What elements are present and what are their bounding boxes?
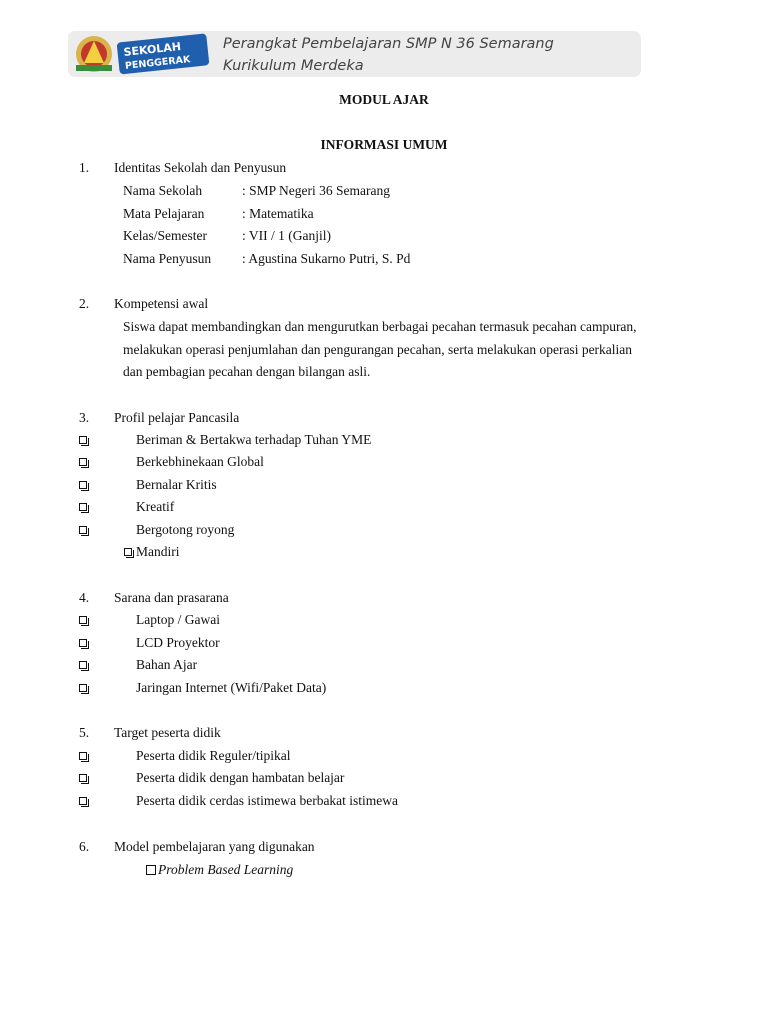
sekolah-penggerak-logo bbox=[72, 33, 212, 75]
target-item: Peserta didik dengan hambatan belajar bbox=[136, 770, 345, 785]
checkbox-icon bbox=[79, 481, 87, 489]
section-2-number: 2. bbox=[79, 296, 90, 311]
section-1-number: 1. bbox=[79, 160, 90, 175]
identity-label: Mata Pelajaran bbox=[123, 206, 205, 221]
checkbox-icon bbox=[79, 661, 87, 669]
svg-text:PENGGERAK: PENGGERAK bbox=[124, 54, 191, 72]
checkbox-icon bbox=[79, 684, 87, 692]
checkbox-icon bbox=[79, 797, 87, 805]
profile-item: Beriman & Bertakwa terhadap Tuhan YME bbox=[136, 432, 372, 447]
section-1-heading: Identitas Sekolah dan Penyusun bbox=[114, 160, 287, 175]
section-5-number: 5. bbox=[79, 725, 90, 740]
empty-checkbox-icon bbox=[146, 865, 156, 875]
section-2-heading: Kompetensi awal bbox=[114, 296, 209, 311]
section-6-number: 6. bbox=[79, 839, 90, 854]
identity-label: Nama Penyusun bbox=[123, 251, 212, 266]
checkbox-icon bbox=[79, 526, 87, 534]
model-item: Problem Based Learning bbox=[158, 862, 294, 877]
target-item: Peserta didik Reguler/tipikal bbox=[136, 748, 291, 763]
competency-line: dan pembagian pecahan dengan bilangan asli. bbox=[123, 364, 371, 379]
document-header bbox=[68, 31, 641, 77]
competency-line: Siswa dapat membandingkan dan mengurutkan berbagai pecahan termasuk pecahan campuran, bbox=[123, 319, 637, 334]
identity-value: : VII / 1 (Ganjil) bbox=[242, 228, 331, 243]
checkbox-icon bbox=[79, 503, 87, 511]
profile-item: Kreatif bbox=[136, 499, 175, 514]
section-3-heading: Profil pelajar Pancasila bbox=[114, 410, 240, 425]
identity-label: Nama Sekolah bbox=[123, 183, 203, 198]
checkbox-icon bbox=[79, 458, 87, 466]
checkbox-icon bbox=[79, 639, 87, 647]
profile-item: Bergotong royong bbox=[136, 522, 235, 537]
facility-item: Bahan Ajar bbox=[136, 657, 198, 672]
section-6-heading: Model pembelajaran yang digunakan bbox=[114, 839, 315, 854]
section-5-heading: Target peserta didik bbox=[114, 725, 221, 740]
checkbox-icon bbox=[79, 436, 87, 444]
header-text bbox=[223, 33, 554, 77]
header-line-1: Perangkat Pembelajaran SMP N 36 Semarang bbox=[223, 36, 554, 52]
identity-value: : SMP Negeri 36 Semarang bbox=[242, 183, 390, 198]
checkbox-icon bbox=[79, 774, 87, 782]
target-item: Peserta didik cerdas istimewa berbakat istimewa bbox=[136, 793, 399, 808]
profile-item: Bernalar Kritis bbox=[136, 477, 217, 492]
svg-text:SEKOLAH: SEKOLAH bbox=[122, 40, 182, 59]
checkbox-icon bbox=[79, 616, 87, 624]
section-4-number: 4. bbox=[79, 590, 90, 605]
section-3-number: 3. bbox=[79, 410, 90, 425]
checkbox-icon bbox=[79, 752, 87, 760]
identity-value: : Agustina Sukarno Putri, S. Pd bbox=[242, 251, 411, 266]
profile-item: Mandiri bbox=[136, 544, 180, 559]
header-line-2: Kurikulum Merdeka bbox=[223, 58, 364, 74]
identity-label: Kelas/Semester bbox=[123, 228, 207, 243]
identity-value: : Matematika bbox=[242, 206, 314, 221]
facility-item: Jaringan Internet (Wifi/Paket Data) bbox=[136, 680, 327, 695]
document-title: MODUL AJAR bbox=[339, 92, 429, 107]
checkbox-icon bbox=[124, 548, 132, 556]
profile-item: Berkebhinekaan Global bbox=[136, 454, 264, 469]
competency-line: melakukan operasi penjumlahan dan pengurangan pecahan, serta melakukan operasi perkalian bbox=[123, 342, 633, 357]
section-4-heading: Sarana dan prasarana bbox=[114, 590, 229, 605]
section-title: INFORMASI UMUM bbox=[320, 137, 448, 152]
facility-item: LCD Proyektor bbox=[136, 635, 220, 650]
facility-item: Laptop / Gawai bbox=[136, 612, 220, 627]
